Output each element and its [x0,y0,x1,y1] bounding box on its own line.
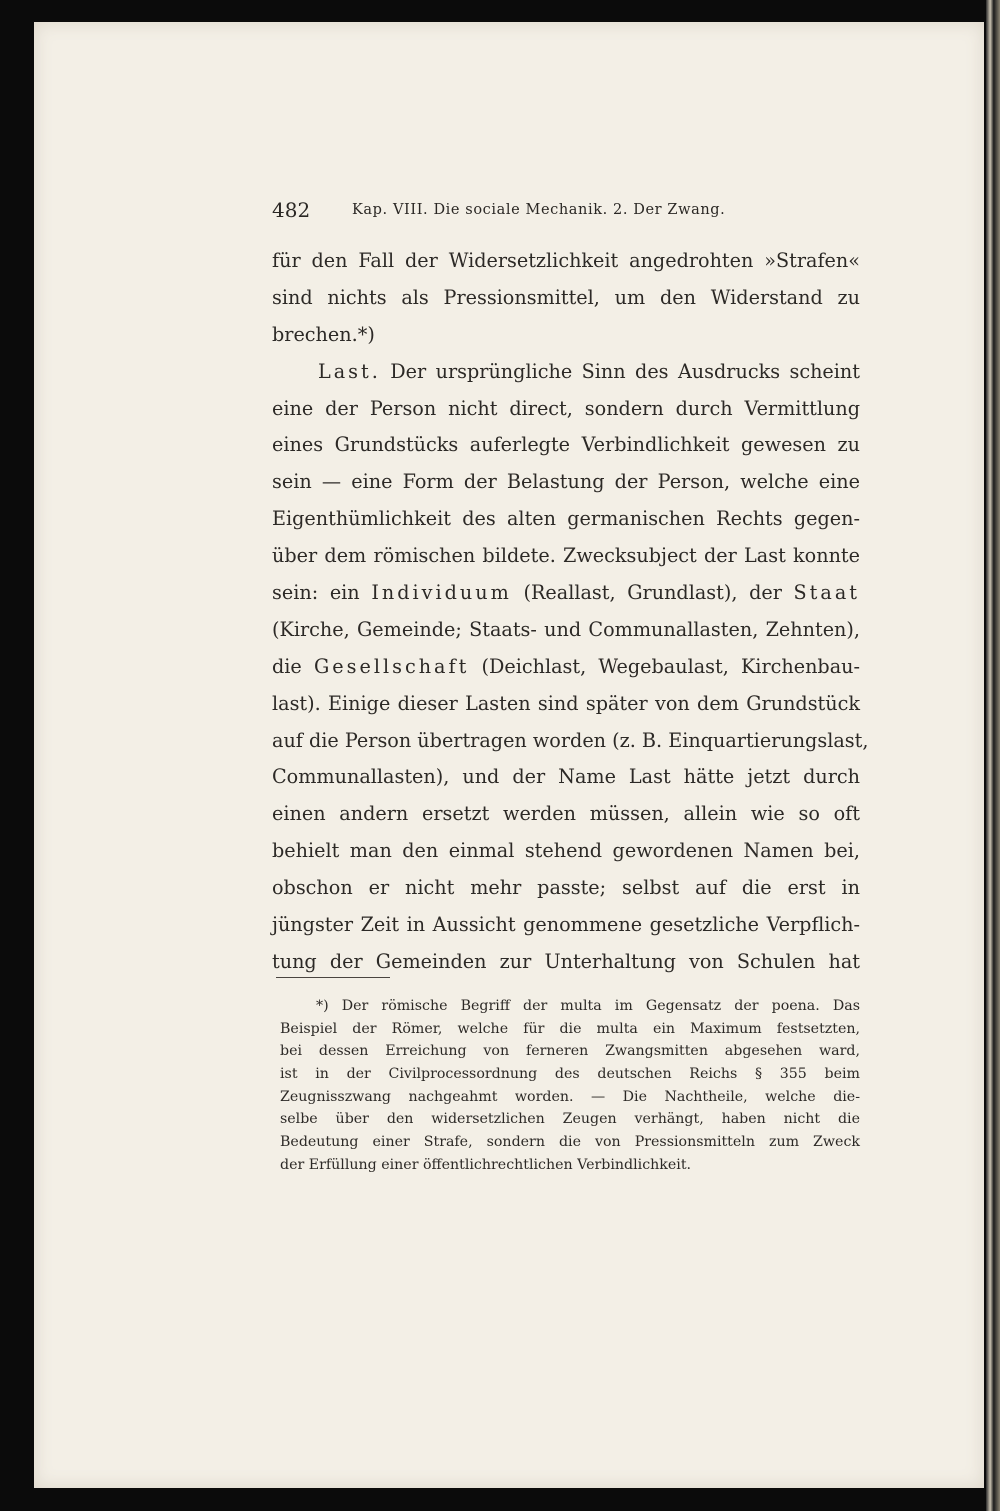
term-ein: ein [329,581,360,605]
text-line: eines Grundstücks auferlegte Verbindlichkeit gewesen zu [272,433,860,457]
text-span: der [749,581,782,605]
text-span: (Deichlast, Wegebaulast, Kirchenbau- [481,654,860,678]
text-line: last). Einige dieser Lasten sind später von dem Grundstück [272,691,860,715]
term-gesellschaft: Gesellschaft [313,654,470,678]
book-edge [986,0,1000,1511]
page-header [272,198,762,228]
text-line: einen andern ersetzt werden müssen, allein wie so oft [272,802,860,826]
page-number: 482 [272,198,311,222]
text-line: obschon er nicht mehr passte; selbst auf die erst in [272,876,860,900]
text-line [272,575,860,612]
text-line: behielt man den einmal stehend gewordenen Namen bei, [272,839,860,863]
footnote-line: selbe über den widersetzlichen Zeugen verhängt, haben nicht die [280,1111,860,1128]
text-line: Communallasten), und der Name Last hätte jetzt durch [272,765,860,789]
footnote-line: Bedeutung einer Strafe, sondern die von Pressionsmitteln zum Zweck [280,1134,860,1151]
text-line: jüngster Zeit in Aussicht genommene gesetzliche Verpflich- [272,913,860,937]
text-span: sein: [272,581,319,605]
footnote-line: Zeugnisszwang nachgeahmt worden. — Die Nachtheile, welche die- [280,1088,860,1105]
text-line: brechen.*) [272,322,375,346]
text-line: eine der Person nicht direct, sondern durch Vermittlung [272,396,860,420]
text-line: sind nichts als Pressionsmittel, um den Widerstand zu [272,285,860,309]
text-span: die [272,654,302,678]
footnote [280,995,860,1177]
text-line [272,649,860,686]
term-individuum: Individuum [371,581,512,605]
footnote-line: Beispiel der Römer, welche für die multa ein Maximum festsetzten, [280,1020,860,1037]
footnote-line: ist in der Civilprocessordnung des deutschen Reichs § 355 beim [280,1066,860,1083]
footnote-line: *) Der römische Begriff der multa im Gegensatz der poena. Das [316,998,860,1014]
text-span: (Reallast, Grundlast), [523,581,738,605]
footnote-line: bei dessen Erreichung von ferneren Zwangsmitten abgesehen ward, [280,1043,860,1060]
text-line: sein — eine Form der Belastung der Person, welche eine [272,470,860,494]
running-head: Kap. VIII. Die sociale Mechanik. 2. Der Zwang. [352,202,726,218]
text-line: (Kirche, Gemeinde; Staats- und Communallasten, Zehnten), [272,617,860,641]
text-span: Der ursprüngliche Sinn des Ausdrucks scheint [390,359,860,383]
text-line: tung der Gemeinden zur Unterhaltung von Schulen hat [272,949,860,973]
text-line [272,354,860,391]
term-staat: Staat [793,581,860,605]
footnote-line: der Erfüllung einer öffentlichrechtlichen Verbindlichkeit. [280,1156,692,1173]
text-line: Eigenthümlichkeit des alten germanischen Rechts gegen- [272,507,860,531]
footnote-divider [276,977,390,978]
text-line: für den Fall der Widersetzlichkeit angedrohten »Strafen« [272,249,860,272]
text-line: auf die Person übertragen worden (z. B. Einquartierungslast, [272,728,869,752]
text-line: über dem römischen bildete. Zwecksubject der Last konnte [272,544,860,568]
term-last: Last. [318,359,381,383]
body-text [272,243,869,981]
